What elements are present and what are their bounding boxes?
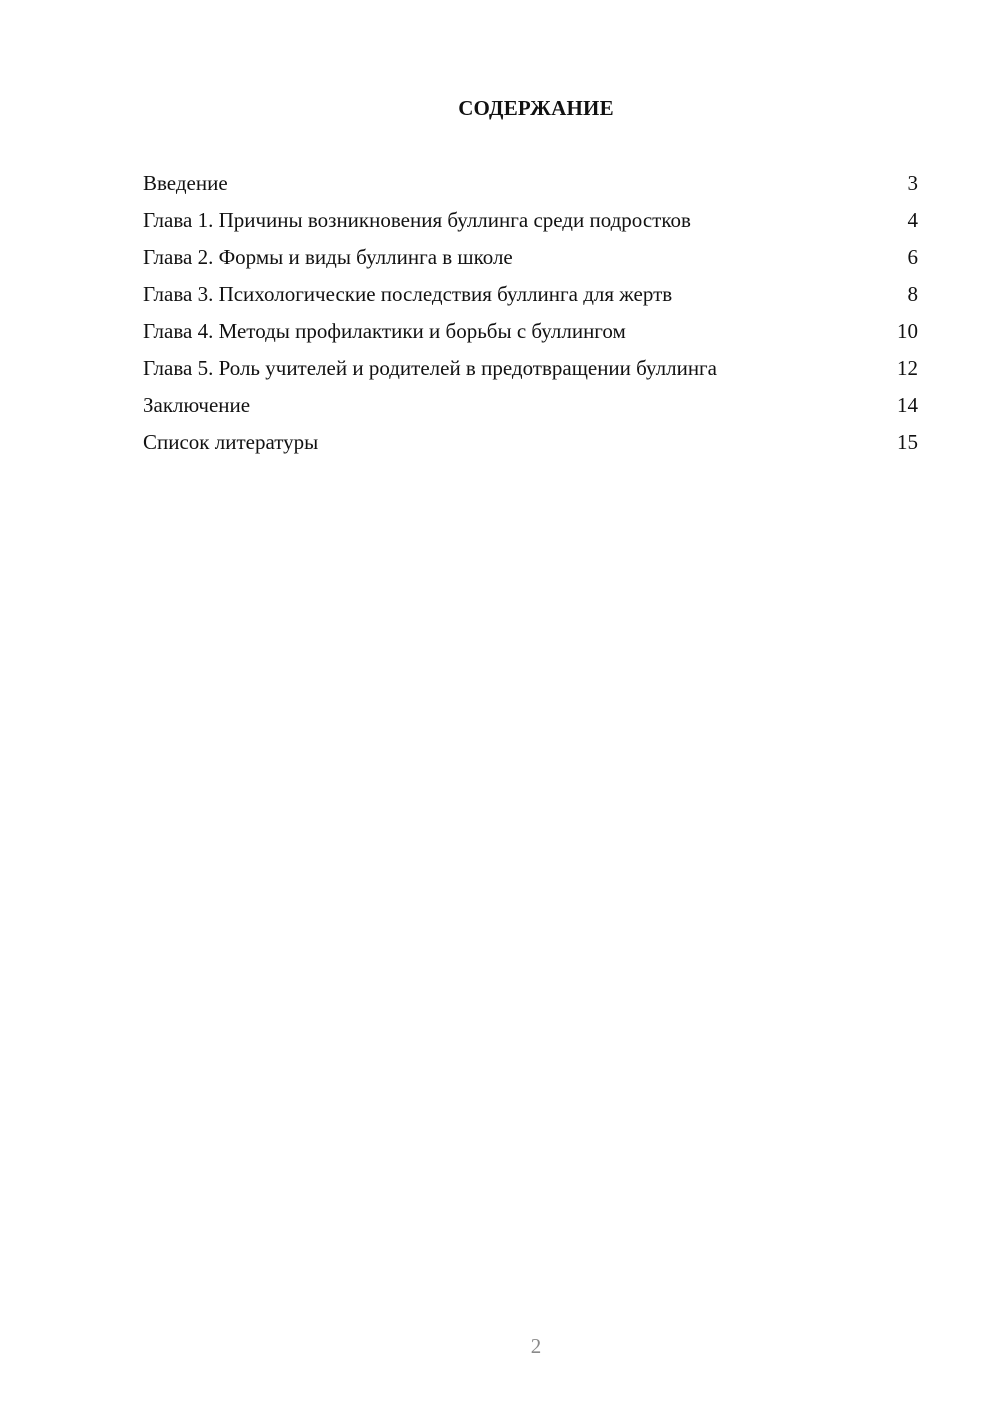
toc-entry-page: 14 <box>897 393 918 417</box>
toc-entry-chapter-2 <box>143 244 918 271</box>
toc-entry-chapter-1 <box>143 207 918 234</box>
toc-entry-page: 3 <box>907 171 918 195</box>
toc-entry-label: Глава 1. Причины возникновения буллинга среди подростков <box>143 208 691 232</box>
toc-entry-label: Глава 3. Психологические последствия буллинга для жертв <box>143 282 673 306</box>
table-of-contents <box>143 170 918 466</box>
toc-entry-page: 10 <box>897 319 918 343</box>
toc-entry-references <box>143 429 918 456</box>
toc-entry-page: 12 <box>897 356 918 380</box>
toc-entry-chapter-5 <box>143 355 918 382</box>
page-number: 2 <box>530 1334 542 1358</box>
toc-entry-page: 6 <box>907 245 918 269</box>
toc-entry-label: Список литературы <box>143 430 319 454</box>
toc-entry-conclusion <box>143 392 918 419</box>
toc-entry-page: 8 <box>907 282 918 306</box>
toc-entry-label: Заключение <box>143 393 251 417</box>
toc-entry-label: Глава 4. Методы профилактики и борьбы с буллингом <box>143 319 626 343</box>
toc-entry-label: Глава 5. Роль учителей и родителей в предотвращении буллинга <box>143 356 717 380</box>
toc-entry-chapter-4 <box>143 318 918 345</box>
toc-entry-page: 4 <box>907 208 918 232</box>
toc-entry-chapter-3 <box>143 281 918 308</box>
toc-entry-introduction <box>143 170 918 197</box>
page-title: СОДЕРЖАНИЕ <box>458 96 614 120</box>
toc-entry-label: Глава 2. Формы и виды буллинга в школе <box>143 245 513 269</box>
toc-entry-label: Введение <box>143 171 228 195</box>
toc-entry-page: 15 <box>897 430 918 454</box>
